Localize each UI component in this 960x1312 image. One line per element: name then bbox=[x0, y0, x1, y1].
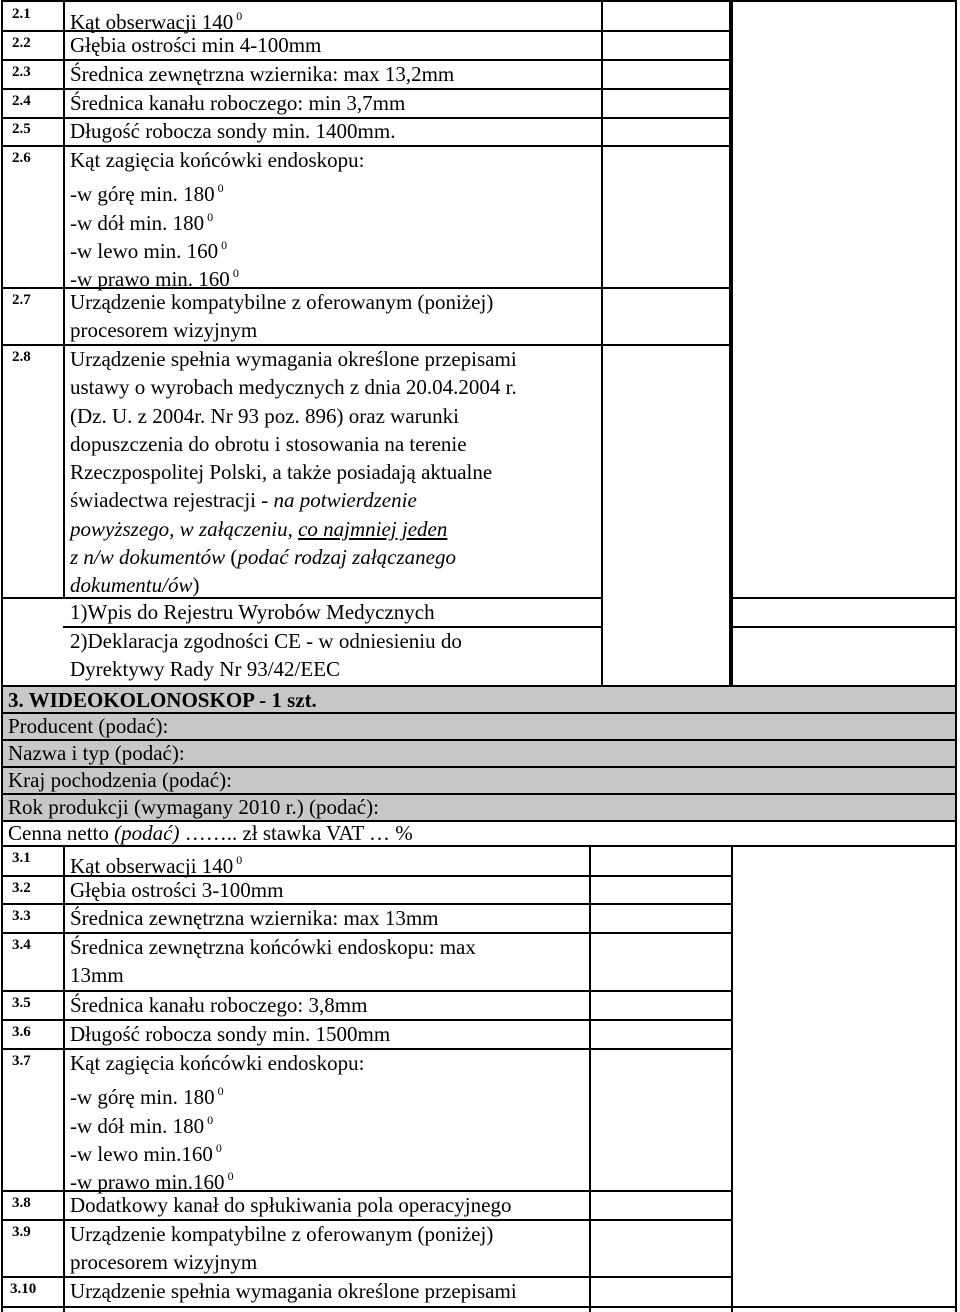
item-number: 3.8 bbox=[12, 1195, 31, 1211]
item-number: 2.8 bbox=[12, 349, 31, 365]
item-text: Głębia ostrości min 4-100mm bbox=[70, 33, 322, 57]
item-number: 3.6 bbox=[12, 1024, 31, 1040]
row-line bbox=[1, 344, 731, 346]
doc-requirement-2 bbox=[70, 627, 462, 684]
field-label: Nazwa i typ bbox=[8, 741, 115, 765]
row-line bbox=[1, 117, 731, 119]
row-line bbox=[1, 88, 731, 90]
row-line bbox=[1, 903, 731, 905]
field-rest: …….. zł stawka VAT … % bbox=[179, 821, 413, 845]
row-line bbox=[1, 845, 957, 847]
row-line bbox=[731, 626, 956, 628]
item-line: procesorem wizyjnym bbox=[70, 1250, 258, 1275]
col-divider-3-s3 bbox=[731, 846, 733, 1312]
line-text: -w prawo min.160 bbox=[70, 1170, 225, 1195]
item-number: 2.1 bbox=[12, 6, 31, 22]
item-line bbox=[70, 515, 517, 543]
item-text bbox=[70, 288, 493, 345]
row-line bbox=[1, 739, 957, 741]
row-line bbox=[1, 712, 957, 714]
item-line: Dyrektywy Rady Nr 93/42/EEC bbox=[70, 657, 341, 682]
field-label: Rok produkcji (wymagany 2010 r.) bbox=[8, 795, 309, 819]
item-number: 2.4 bbox=[12, 93, 31, 109]
item-line bbox=[70, 571, 517, 599]
item-line bbox=[70, 1162, 365, 1195]
degree-superscript: 0 bbox=[217, 1084, 224, 1099]
item-text bbox=[70, 345, 517, 600]
row-line bbox=[63, 626, 601, 628]
row-line bbox=[1, 597, 63, 599]
cena-field bbox=[8, 819, 413, 847]
line-text: -w lewo min.160 bbox=[70, 1141, 213, 1166]
row-line bbox=[1, 145, 731, 147]
item-number: 3.10 bbox=[10, 1281, 37, 1297]
line-text: ) bbox=[192, 573, 200, 598]
item-text bbox=[70, 146, 365, 292]
row-line bbox=[63, 597, 601, 599]
item-number: 2.2 bbox=[12, 35, 31, 51]
item-line: ustawy o wyrobach medycznych z dnia 20.04.2004 r. bbox=[70, 375, 517, 400]
item-number: 2.7 bbox=[12, 292, 31, 308]
item-text: Urządzenie spełnia wymagania określone przepisami bbox=[70, 1279, 517, 1303]
row-line bbox=[1, 1019, 731, 1021]
item-number: 2.3 bbox=[12, 64, 31, 80]
row-line bbox=[1, 287, 731, 289]
row-line bbox=[1, 793, 957, 795]
line-text: -w lewo min. 160 bbox=[70, 238, 219, 263]
item-number: 3.7 bbox=[12, 1053, 31, 1069]
item-number: 3.1 bbox=[12, 850, 31, 866]
item-text: Średnica kanału roboczego: 3,8mm bbox=[70, 993, 368, 1017]
line-italic: podać rodzaj załączanego bbox=[237, 545, 456, 570]
doc-requirement-1: 1)Wpis do Rejestru Wyrobów Medycznych bbox=[70, 600, 435, 624]
degree-superscript: 0 bbox=[232, 266, 239, 281]
item-text bbox=[70, 1049, 365, 1195]
item-text: Średnica zewnętrzna wziernika: max 13mm bbox=[70, 906, 439, 930]
producent-field bbox=[8, 712, 168, 740]
section3-title: 3. WIDEOKOLONOSKOP - 1 szt. bbox=[8, 688, 317, 712]
kraj-field bbox=[8, 766, 232, 794]
item-line: Kąt obserwacji 140 bbox=[70, 10, 234, 34]
item-text: Dodatkowy kanał do spłukiwania pola operacyjnego bbox=[70, 1193, 512, 1217]
item-text: Średnica kanału roboczego: min 3,7mm bbox=[70, 91, 406, 115]
line-text: -w górę min. 180 bbox=[70, 182, 215, 207]
item-line: Urządzenie spełnia wymagania określone przepisami bbox=[70, 347, 517, 371]
item-text: Głębia ostrości 3-100mm bbox=[70, 878, 284, 902]
item-line bbox=[70, 1134, 365, 1166]
item-line: Rzeczpospolitej Polski, a także posiadają aktualne bbox=[70, 460, 493, 485]
field-hint: (podać): bbox=[114, 741, 185, 765]
field-label: Cenna netto bbox=[8, 821, 115, 845]
row-line bbox=[1, 30, 731, 32]
line-italic: powyższego, w załączeniu, bbox=[70, 516, 299, 541]
degree-superscript: 0 bbox=[236, 9, 243, 23]
line-italic: z n/w dokumentów bbox=[70, 545, 226, 570]
line-text: -w dół min. 180 bbox=[70, 210, 205, 235]
degree-superscript: 0 bbox=[227, 1169, 234, 1184]
col-divider-num-s3 bbox=[63, 846, 65, 1312]
degree-superscript: 0 bbox=[221, 237, 228, 252]
item-number: 2.6 bbox=[12, 150, 31, 166]
field-hint: (podać): bbox=[161, 768, 232, 792]
row-line bbox=[1, 766, 957, 768]
item-line bbox=[70, 231, 365, 263]
row-line bbox=[1, 0, 957, 2]
item-line: Średnica zewnętrzna końcówki endoskopu: max bbox=[70, 935, 476, 959]
rok-field bbox=[8, 793, 379, 821]
item-number: 3.4 bbox=[12, 937, 31, 953]
line-text: świadectwa rejestracji - bbox=[70, 488, 274, 513]
line-italic: na potwierdzenie bbox=[273, 488, 417, 513]
item-number: 3.3 bbox=[12, 908, 31, 924]
item-line: Kąt zagięcia końcówki endoskopu: bbox=[70, 148, 365, 172]
row-line bbox=[731, 597, 956, 599]
line-text: -w górę min. 180 bbox=[70, 1085, 215, 1110]
line-text: -w dół min. 180 bbox=[70, 1113, 205, 1138]
item-text bbox=[70, 933, 476, 990]
item-line bbox=[70, 1077, 365, 1110]
item-line: Urządzenie kompatybilne z oferowanym (poniżej) bbox=[70, 1222, 494, 1246]
item-text: Długość robocza sondy min. 1400mm. bbox=[70, 119, 396, 143]
item-line: procesorem wizyjnym bbox=[70, 318, 258, 343]
row-line bbox=[1, 1219, 731, 1221]
item-text: Średnica zewnętrzna wziernika: max 13,2mm bbox=[70, 62, 455, 86]
item-line: 13mm bbox=[70, 963, 124, 988]
field-label: Kraj pochodzenia bbox=[8, 768, 162, 792]
row-line bbox=[1, 875, 731, 877]
row-line bbox=[1, 820, 957, 822]
row-line bbox=[1, 1276, 731, 1278]
field-hint: (podać): bbox=[308, 795, 379, 819]
item-number: 3.5 bbox=[12, 995, 31, 1011]
item-line: 2)Deklaracja zgodności CE - w odniesieniu do bbox=[70, 629, 462, 653]
line-italic: dokumentu/ów bbox=[70, 573, 193, 598]
line-text: -w prawo min. 160 bbox=[70, 267, 230, 292]
row-line bbox=[1, 990, 731, 992]
degree-superscript: 0 bbox=[215, 1140, 222, 1155]
item-line: dopuszczenia do obrotu i stosowania na terenie bbox=[70, 431, 467, 456]
item-line bbox=[70, 543, 517, 571]
item-text: Długość robocza sondy min. 1500mm bbox=[70, 1022, 391, 1046]
degree-superscript: 0 bbox=[217, 181, 224, 196]
item-line: Urządzenie kompatybilne z oferowanym (poniżej) bbox=[70, 290, 494, 314]
col-divider-desc-s3 bbox=[589, 846, 591, 1312]
degree-superscript: 0 bbox=[207, 1112, 214, 1127]
row-line bbox=[1, 59, 731, 61]
col-divider-desc bbox=[601, 0, 603, 686]
row-line bbox=[1, 1048, 731, 1050]
field-label: Producent bbox=[8, 714, 99, 738]
item-line bbox=[70, 486, 517, 514]
border-right bbox=[955, 0, 957, 1312]
field-hint: (podać): bbox=[98, 714, 169, 738]
field-hint: (podać) bbox=[114, 821, 180, 845]
item-line bbox=[70, 259, 365, 292]
item-number: 3.9 bbox=[12, 1224, 31, 1240]
border-left bbox=[1, 0, 3, 1312]
row-line bbox=[1, 932, 731, 934]
degree-superscript: 0 bbox=[207, 209, 214, 224]
degree-superscript: 0 bbox=[236, 853, 243, 867]
item-number: 3.2 bbox=[12, 880, 31, 896]
item-line: (Dz. U. z 2004r. Nr 93 poz. 896) oraz warunki bbox=[70, 403, 459, 428]
line-underlined: co najmniej jeden bbox=[298, 516, 448, 541]
item-line bbox=[70, 1106, 365, 1138]
item-line: Kąt obserwacji 140 bbox=[70, 854, 234, 878]
col-divider-4 bbox=[731, 0, 733, 686]
row-line bbox=[1, 685, 957, 687]
item-line bbox=[70, 174, 365, 207]
line-text: ( bbox=[225, 545, 238, 570]
nazwa-field bbox=[8, 739, 185, 767]
row-line bbox=[1, 1190, 731, 1192]
item-line: Kąt zagięcia końcówki endoskopu: bbox=[70, 1051, 365, 1075]
item-number: 2.5 bbox=[12, 121, 31, 137]
item-line bbox=[70, 203, 365, 235]
item-text bbox=[70, 1220, 493, 1277]
row-line bbox=[1, 1306, 957, 1308]
